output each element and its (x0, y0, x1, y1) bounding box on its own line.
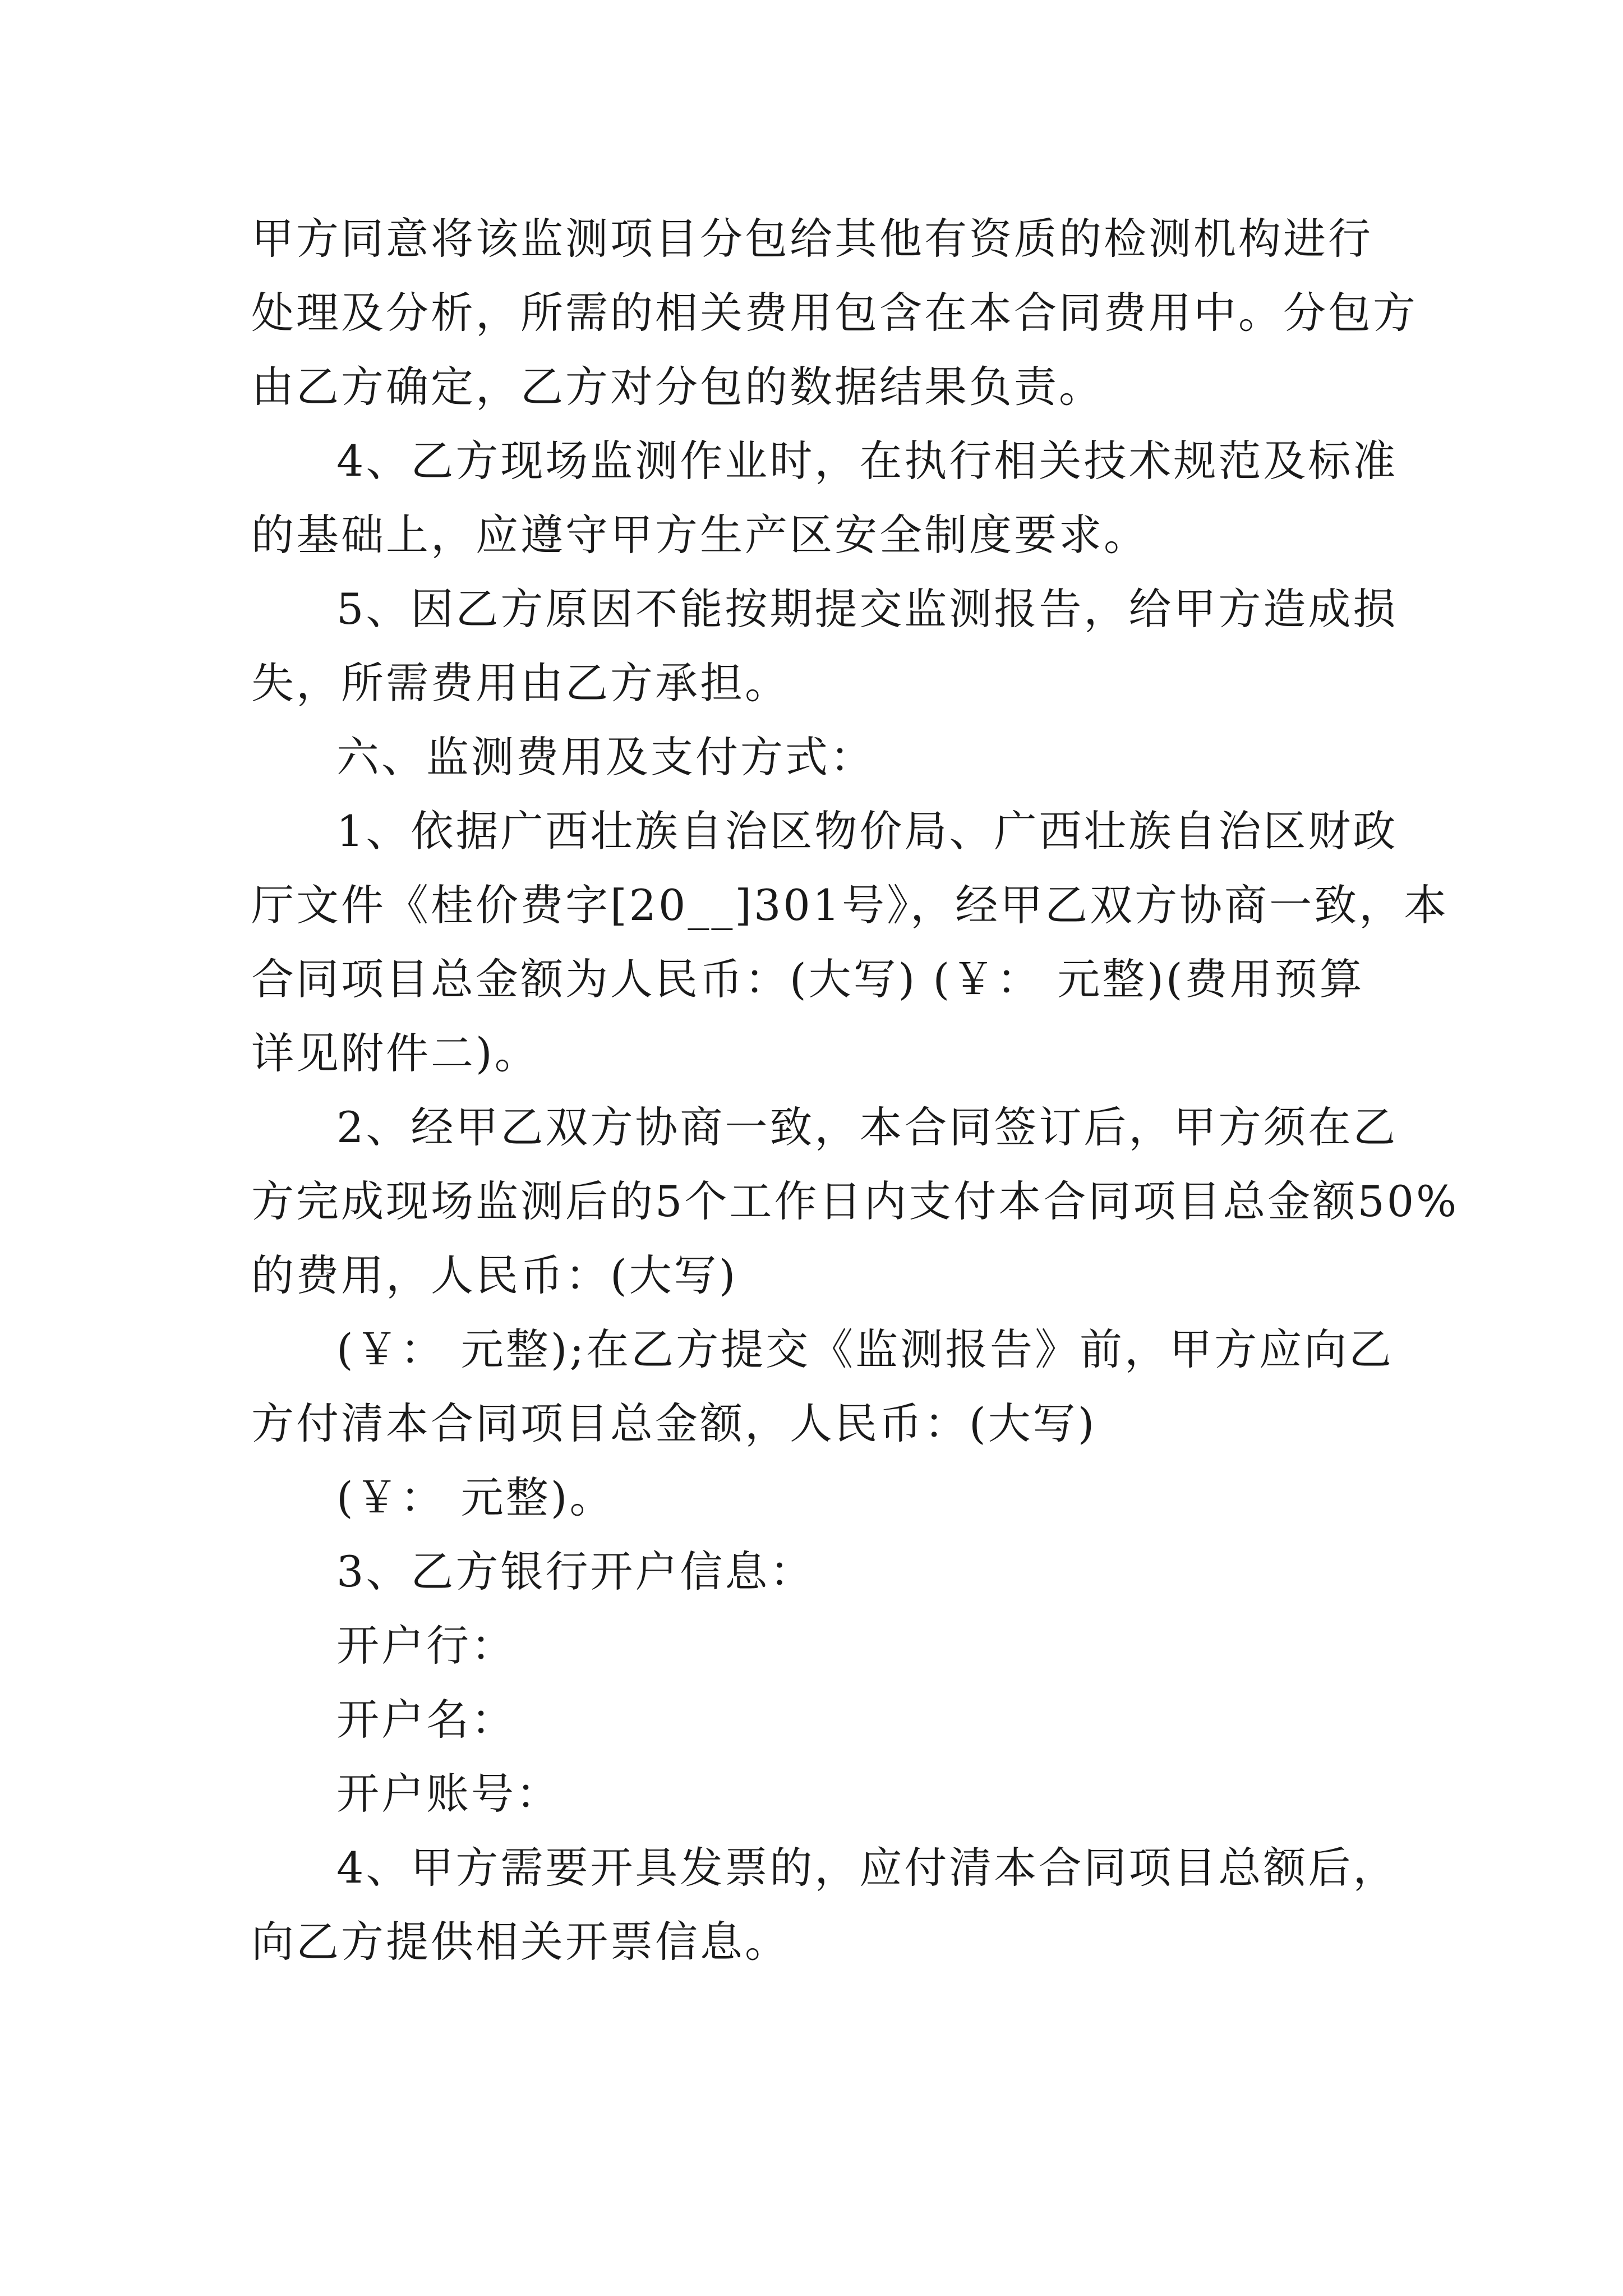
text-line: 2、经甲乙双方协商一致，本合同签订后，甲方须在乙 (336, 1102, 1398, 1152)
section-heading: 六、监测费用及支付方式： (336, 732, 875, 782)
text-line: (￥： 元整)。 (336, 1473, 615, 1522)
text-line: 厅文件《桂价费字[20__]301号》，经甲乙双方协商一致，本 (251, 880, 1449, 930)
text-line: 的费用，人民币：(大写) (251, 1250, 738, 1300)
text-line: 向乙方提供相关开票信息。 (251, 1917, 790, 1967)
text-line: 5、因乙方原因不能按期提交监测报告，给甲方造成损 (336, 584, 1398, 634)
text-line: 方完成现场监测后的5个工作日内支付本合同项目总金额50% (251, 1176, 1459, 1226)
text-line: 的基础上，应遵守甲方生产区安全制度要求。 (251, 510, 1149, 560)
text-line: 4、乙方现场监测作业时，在执行相关技术规范及标准 (336, 436, 1398, 486)
text-line: 处理及分析，所需的相关费用包含在本合同费用中。分包方 (251, 288, 1418, 338)
text-line: 3、乙方银行开户信息： (336, 1547, 815, 1596)
bank-field-label: 开户名： (336, 1695, 516, 1745)
text-line: 4、甲方需要开具发票的，应付清本合同项目总额后， (336, 1843, 1398, 1893)
bank-field-label: 开户账号： (336, 1769, 561, 1819)
text-line: 由乙方确定，乙方对分包的数据结果负责。 (251, 362, 1104, 412)
text-line: 方付清本合同项目总金额，人民币：(大写) (251, 1398, 1097, 1448)
text-line: (￥： 元整);在乙方提交《监测报告》前，甲方应向乙 (336, 1324, 1394, 1374)
text-line: 合同项目总金额为人民币：(大写) (￥： 元整)(费用预算 (251, 954, 1364, 1004)
text-line: 详见附件二)。 (251, 1028, 540, 1078)
text-line: 1、依据广西壮族自治区物价局、广西壮族自治区财政 (336, 806, 1398, 856)
text-line: 甲方同意将该监测项目分包给其他有资质的检测机构进行 (251, 214, 1373, 264)
text-line: 失，所需费用由乙方承担。 (251, 658, 790, 708)
bank-field-label: 开户行： (336, 1621, 516, 1671)
